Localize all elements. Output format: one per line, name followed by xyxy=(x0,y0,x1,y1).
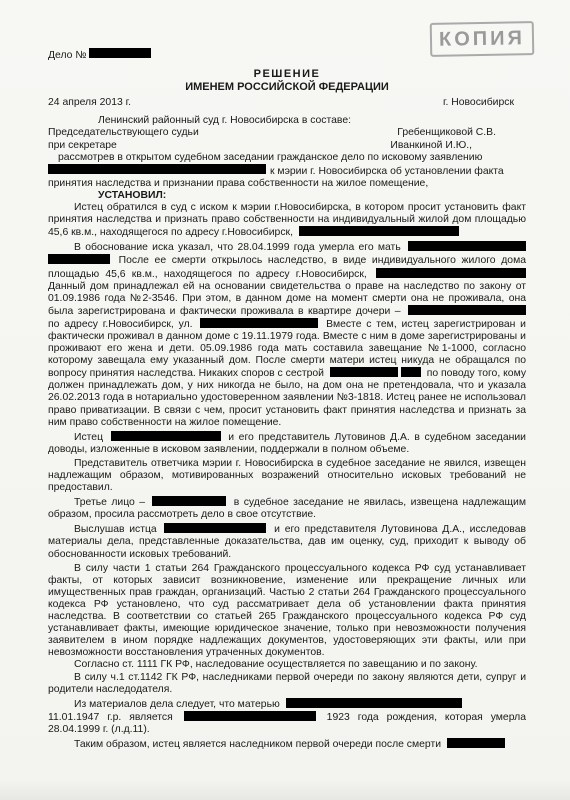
paragraph-law-264: В силу части 1 статьи 264 Гражданского процессуального кодекса РФ суд устанавливает факты, от которых зависит возникновение, изменение или прекращение личных или имущественных прав граждан, организаций. Частью 2 статьи 264 Гражданского процессуального кодекса РФ установлено, что суд рассматривает дела об установлении факта принятия наследства. В соответствии со статьей 265 Гражданского процессуального кодекса РФ суд устанавливает факты, имеющие юридическое значение, только при невозможности получения заявителем в ином порядке надлежащих документов, удостоверяющих эти факты, или при невозможности восстановления утраченных документов. xyxy=(48,562,526,659)
scan-edge xyxy=(0,780,570,800)
paragraph-third-party-text-a: Третье лицо – xyxy=(74,497,145,509)
redaction xyxy=(401,367,421,377)
intro-line-1: рассмотрев в открытом судебном заседании гражданское дело по исковому заявлению xyxy=(58,151,483,163)
judge-label: Председательствующего судьи xyxy=(48,127,199,139)
redaction xyxy=(299,226,459,236)
redaction xyxy=(200,318,318,328)
intro-line-2-row xyxy=(48,164,526,178)
judge-row xyxy=(48,127,526,139)
paragraph-claim xyxy=(48,202,526,239)
paragraph-claim-text: Истец обратился в суд с иском к мэрии г.Новосибирска, в котором просит установить факт принятия наследства и признать право собственности на индивидуальный жилой дом площадью 45,6 кв.м., находящегося по адресу г.Новосибирск, xyxy=(48,202,526,239)
paragraph-third-party-text-b: в судебное заседание не явилась, извещена надлежащим образом, просила рассмотреть дело в свое отсутствие. xyxy=(48,497,526,521)
document-subtitle: ИМЕНЕМ РОССИЙСКОЙ ФЕДЕРАЦИИ xyxy=(185,81,389,94)
redaction xyxy=(408,305,526,315)
paragraph-grounds-text-a: В обоснование иска указал, что 28.04.1999 года умерла его мать xyxy=(74,242,401,254)
paragraph-third-party xyxy=(48,496,526,521)
decision-city: г. Новосибирск xyxy=(442,97,514,109)
secretary-name: Иванкиной И.Ю., xyxy=(390,139,472,151)
paragraph-grounds-text-c: Данный дом принадлежал ей на основании свидетельства о праве на наследство по закону от 01.09.1986 года №2-3546. При этом, в данном доме на момент смерти она не проживала, она была зарегистрирована и фактически проживала в квартире дочери – xyxy=(48,280,526,317)
paragraph-grounds-text-e: Вместе с тем, истец зарегистрирован и фактически проживал в данном доме с 19.11.1979 года. Вместе с ним в доме зарегистрированы и проживают его жена и дети. 05.09.1986 года мать составила завещание №1-1000, согласно которому завещала ему указанный дом. После смерти матери истец никуда не обращался по вопросу принятия наследства. Никаких споров с сестрой xyxy=(48,318,526,380)
document-title: РЕШЕНИЕ xyxy=(253,68,321,81)
decision-date: 24 апреля 2013 г. xyxy=(48,97,132,109)
established-heading: УСТАНОВИЛ: xyxy=(98,189,167,201)
document-body xyxy=(48,48,526,751)
paragraph-plaintiff-text-a: Истец xyxy=(74,431,104,443)
paragraph-law-1142: В силу ч.1 ст.1142 ГК РФ, наследниками первой очереди по закону являются дети, супруг и родители наследодателя. xyxy=(48,671,526,695)
paragraph-materials-text-c: 1923 года рождения, которая умерла 28.04.1999 г. (л.д.11). xyxy=(48,711,526,735)
paragraph-hearing-text-b: и его представителя Лутовинова Д.А., исследовав материалы дела, представленные доказательства, дав им оценку, суд, приходит к выводу об обоснованности исковых требований. xyxy=(48,524,526,560)
redaction xyxy=(408,241,526,251)
paragraph-plaintiff-text-b: и его представитель Лутовинов Д.А. в судебном заседании доводы, изложенные в исковом заявлении, поддержали в полном объеме. xyxy=(48,431,526,455)
case-number-row xyxy=(48,48,526,62)
redaction xyxy=(89,48,151,58)
copy-stamp: КОПИЯ xyxy=(430,21,535,57)
paragraph-defendant: Представитель ответчика мэрии г. Новосибирска в судебное заседание не явился, извещен надлежащим образом, мотивированных возражений относительно исковых требований не предоставил. xyxy=(48,457,526,494)
secretary-label: при секретаре xyxy=(48,139,117,151)
paragraph-plaintiff xyxy=(48,431,526,456)
redaction xyxy=(152,496,226,506)
paragraph-materials-text-a: Из материалов дела следует, что матерью xyxy=(74,698,280,710)
redaction xyxy=(184,711,316,721)
paragraph-grounds xyxy=(48,241,526,428)
secretary-row xyxy=(48,140,526,152)
paragraph-grounds-text-d: по адресу г.Новосибирск, ул. xyxy=(48,318,193,330)
redaction xyxy=(286,698,462,708)
paragraph-materials xyxy=(48,698,526,736)
paragraph-grounds-text-f: по поводу того, кому должен принадлежать дом, у них никогда не было, на дом она не претендовала, что и указала 26.02.2013 года в нотариально удостоверенном заявлении №3-1818. Истец ранее не использовал право приватизации. В связи с чем, просит установить факт принятия наследства и признать за ним право собственности на жилое помещение. xyxy=(48,368,527,428)
paragraph-hearing xyxy=(48,523,526,560)
redaction xyxy=(48,164,266,174)
paragraph-hearing-text-a: Выслушав истца xyxy=(74,524,157,536)
paragraph-conclusion-text: Таким образом, истец является наследником первой очереди после смерти xyxy=(74,738,442,750)
court-line: Ленинский районный суд г. Новосибирска в составе: xyxy=(98,115,351,127)
judge-name: Гребенщиковой С.В. xyxy=(397,127,496,139)
redaction xyxy=(164,523,266,533)
redaction xyxy=(376,268,526,278)
redaction xyxy=(111,431,221,441)
paragraph-grounds-text-b: После ее смерти открылось наследство, в виде индивидуального жилого дома площадью 45,6 кв.м., находящегося по адресу г.Новосибирск, xyxy=(48,255,526,280)
case-label: Дело № xyxy=(48,50,87,61)
paragraph-law-1111: Согласно ст. 1111 ГК РФ, наследование осуществляется по завещанию и по закону. xyxy=(74,659,478,671)
date-city-row xyxy=(48,97,526,109)
redaction xyxy=(330,367,398,377)
intro-line-2: к мэрии г. Новосибирска об установлении факта xyxy=(270,165,504,177)
intro-line-3: принятия наследства и признании права собственности на жилое помещение, xyxy=(48,177,429,189)
redaction xyxy=(48,254,110,264)
redaction xyxy=(447,738,505,748)
paragraph-materials-text-b: 11.01.1947 г.р. является xyxy=(48,711,173,723)
paragraph-conclusion xyxy=(48,738,526,751)
